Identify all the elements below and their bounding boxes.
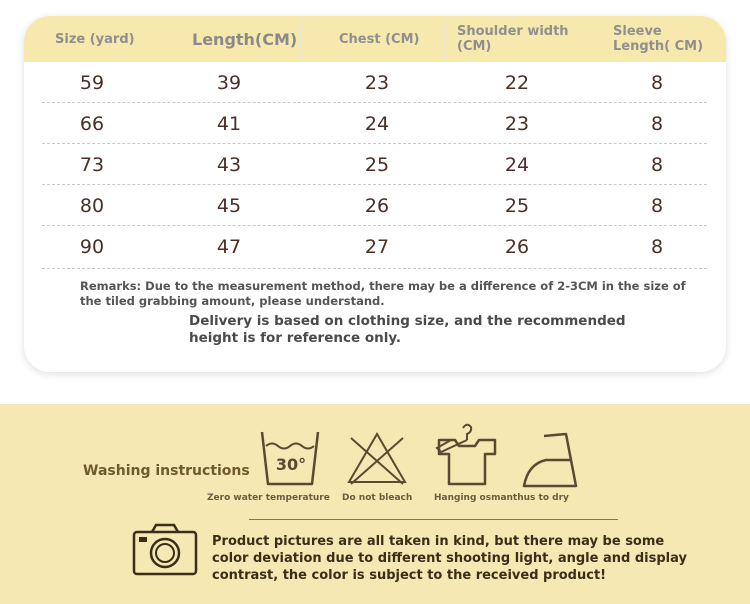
header-shoulder: Shoulder width (CM) xyxy=(457,24,569,54)
cell-length: 43 xyxy=(216,154,242,176)
cell-shoulder: 26 xyxy=(504,236,530,258)
hang-dry-caption: Hanging osmanthus to dry xyxy=(434,493,569,503)
cell-sleeve: 8 xyxy=(650,236,664,258)
header-sleeve: Sleeve Length( CM) xyxy=(613,24,704,54)
cell-sleeve: 8 xyxy=(650,154,664,176)
cell-shoulder: 23 xyxy=(504,113,530,135)
table-row xyxy=(42,104,707,144)
table-row xyxy=(42,227,707,269)
header-divider xyxy=(585,19,586,59)
cell-chest: 26 xyxy=(364,195,390,217)
cell-size: 80 xyxy=(79,195,105,217)
svg-text:30°: 30° xyxy=(275,455,307,474)
wash-30-icon xyxy=(258,428,322,488)
cell-chest: 23 xyxy=(364,72,390,94)
cell-shoulder: 25 xyxy=(504,195,530,217)
cell-length: 39 xyxy=(216,72,242,94)
iron-icon xyxy=(520,430,584,490)
delivery-note: Delivery is based on clothing size, and the recommended height is for reference only. xyxy=(189,313,626,346)
cell-sleeve: 8 xyxy=(650,195,664,217)
size-table-header xyxy=(24,16,726,62)
washing-instructions-title: Washing instructions xyxy=(83,463,250,479)
bleach-caption: Do not bleach xyxy=(342,493,413,503)
do-not-bleach-icon xyxy=(345,428,409,488)
section-divider xyxy=(249,519,618,520)
size-chart-card xyxy=(24,16,726,372)
cell-length: 47 xyxy=(216,236,242,258)
cell-length: 45 xyxy=(216,195,242,217)
header-divider xyxy=(300,19,301,59)
header-divider xyxy=(444,19,445,59)
header-length: Length(CM) xyxy=(192,29,298,49)
cell-chest: 24 xyxy=(364,113,390,135)
cell-size: 73 xyxy=(79,154,105,176)
cell-sleeve: 8 xyxy=(650,113,664,135)
header-divider xyxy=(153,19,154,59)
camera-icon xyxy=(132,522,198,580)
header-size: Size (yard) xyxy=(55,31,135,47)
cell-sleeve: 8 xyxy=(650,72,664,94)
table-row xyxy=(42,63,707,103)
cell-chest: 27 xyxy=(364,236,390,258)
table-row xyxy=(42,145,707,185)
cell-chest: 25 xyxy=(364,154,390,176)
care-band xyxy=(0,404,750,604)
table-row xyxy=(42,186,707,226)
header-chest: Chest (CM) xyxy=(339,31,420,47)
photo-disclaimer: Product pictures are all taken in kind, but there may be some color deviation due to different shooting light, angle and display contrast, the color is subject to the received product! xyxy=(212,534,687,583)
wash-caption: Zero water temperature xyxy=(207,493,330,503)
measurement-remarks: Remarks: Due to the measurement method, there may be a difference of 2-3CM in the size of the tiled grabbing amount, please understand. xyxy=(80,279,686,308)
hang-dry-icon xyxy=(435,420,499,488)
cell-shoulder: 22 xyxy=(504,72,530,94)
cell-size: 90 xyxy=(79,236,105,258)
cell-size: 59 xyxy=(79,72,105,94)
cell-shoulder: 24 xyxy=(504,154,530,176)
cell-length: 41 xyxy=(216,113,242,135)
cell-size: 66 xyxy=(79,113,105,135)
